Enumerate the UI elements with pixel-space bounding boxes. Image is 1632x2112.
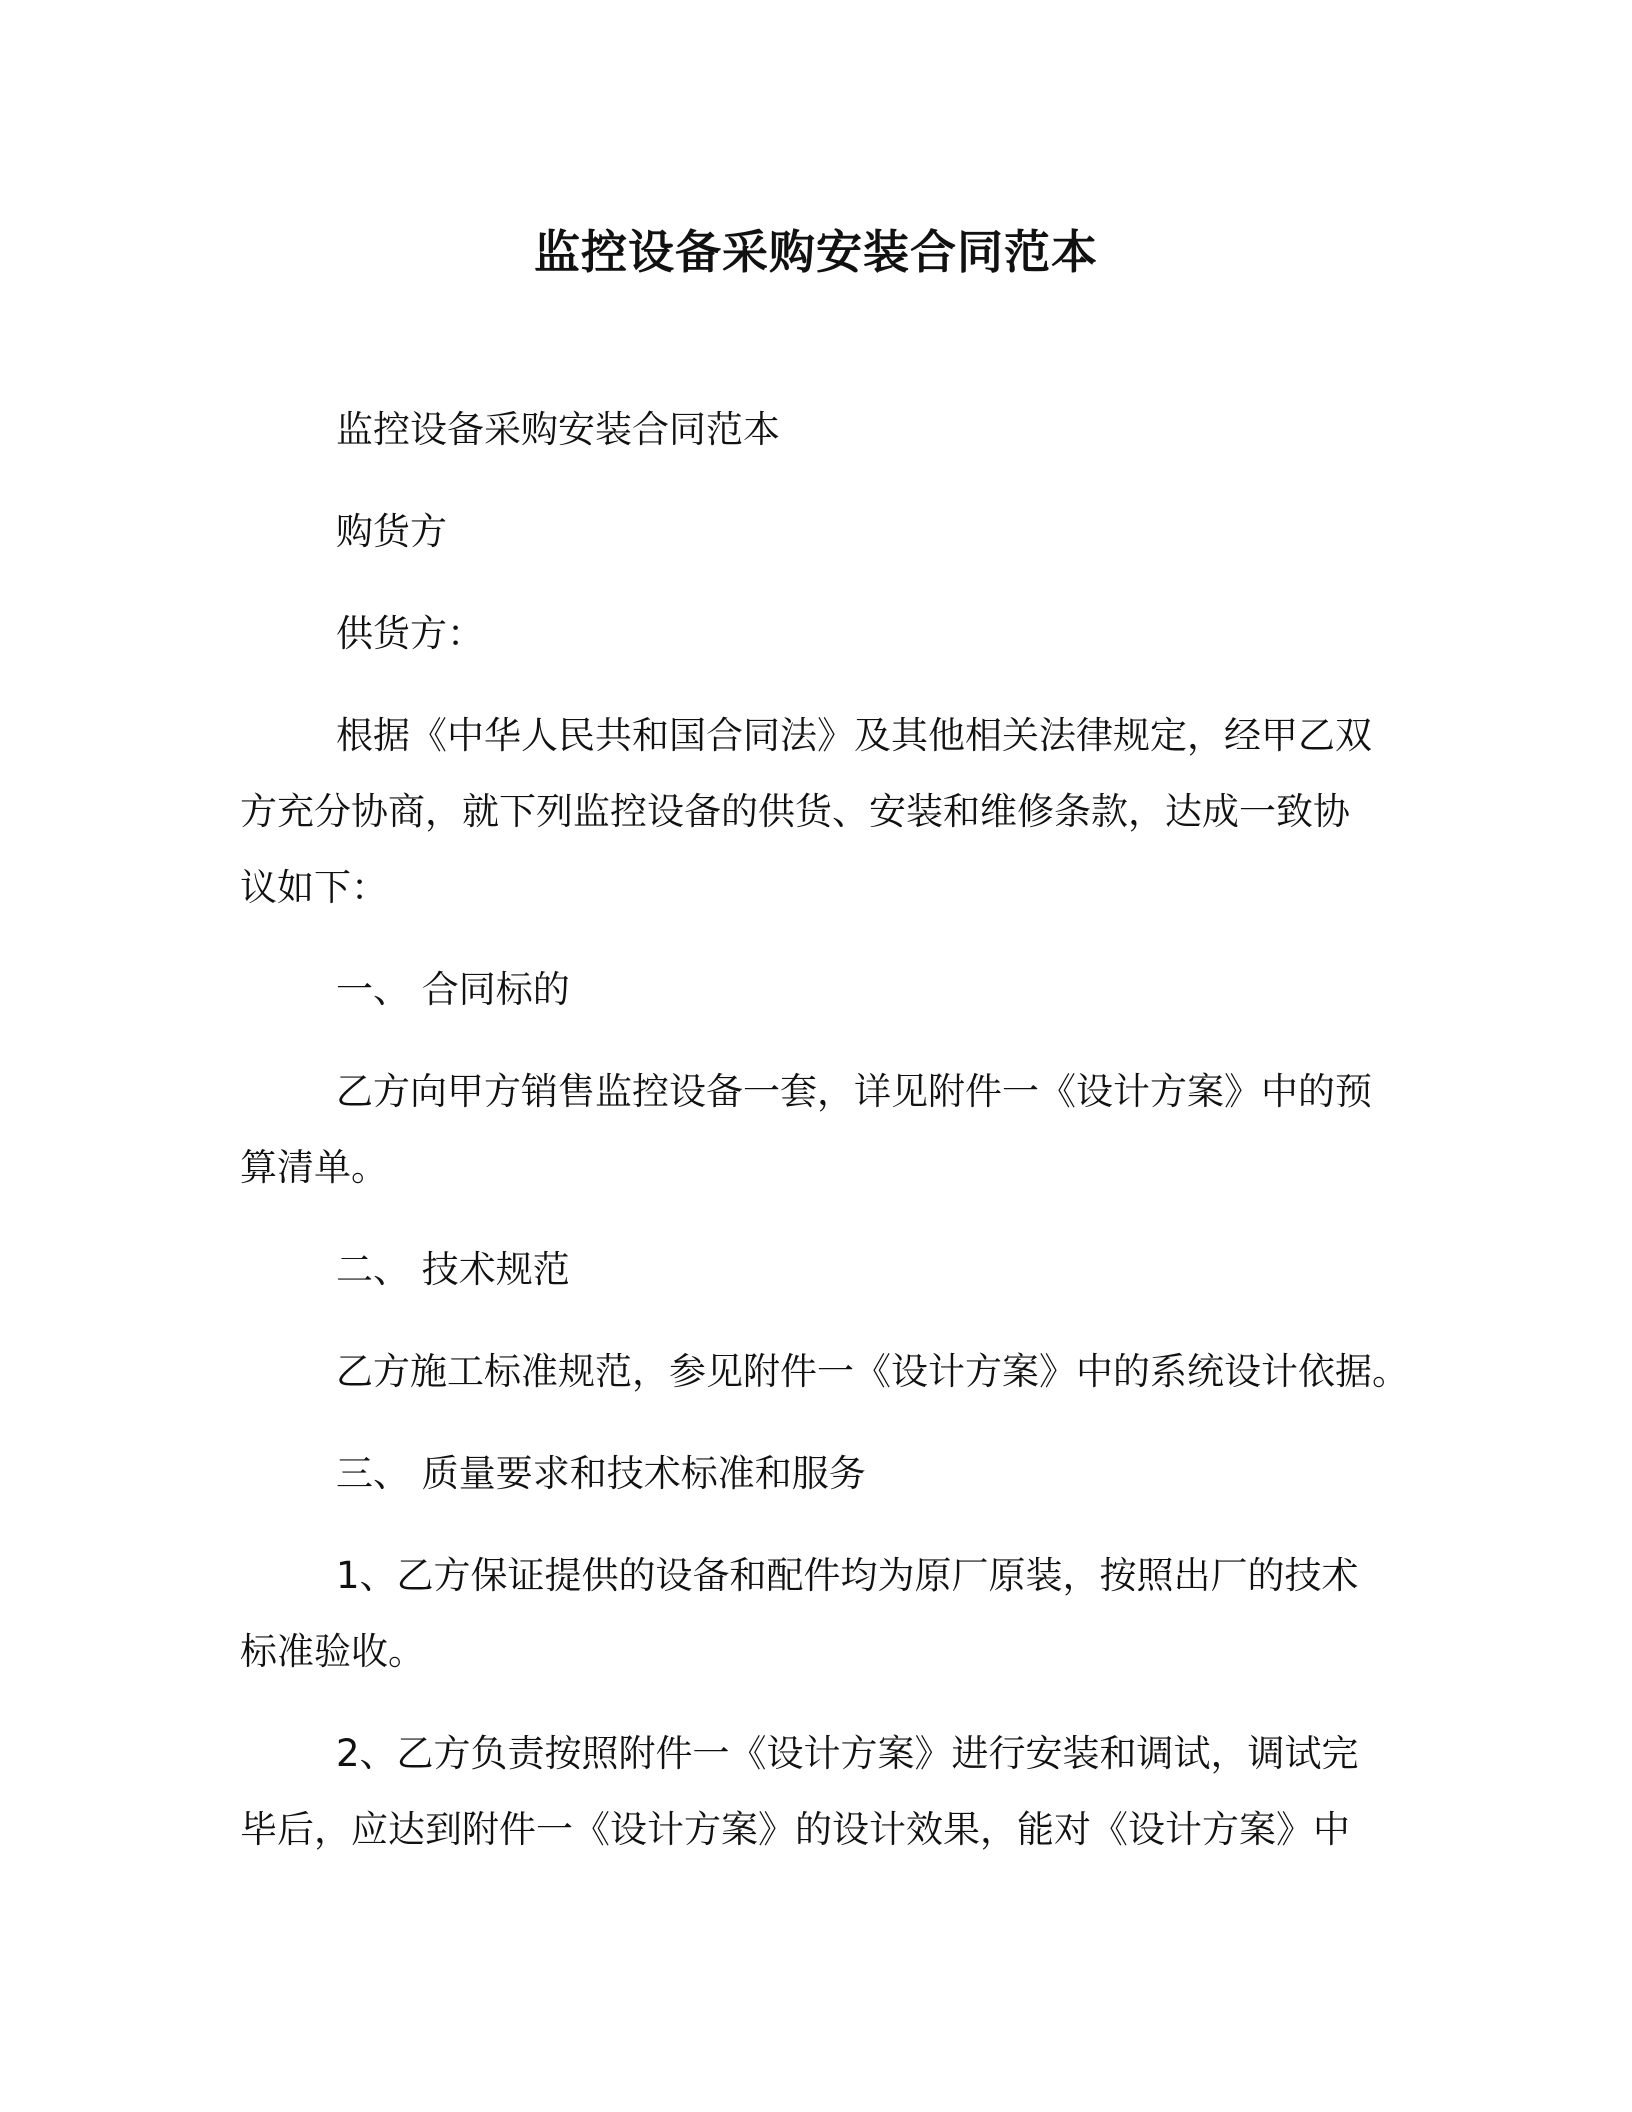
paragraph-section-2: 乙方施工标准规范，参见附件一《设计方案》中的系统设计依据。 — [336, 1350, 1409, 1393]
paragraph-preamble: 根据《中华人民共和国合同法》及其他相关法律规定，经甲乙双方充分协商，就下列监控设备的供货、安装和维修条款，达成一致协议如下： — [240, 714, 1372, 909]
paragraph-section-1: 乙方向甲方销售监控设备一套，详见附件一《设计方案》中的预算清单。 — [240, 1070, 1372, 1189]
section-heading-3: 三、 质量要求和技术标准和服务 — [336, 1452, 866, 1495]
section-heading-2: 二、 技术规范 — [336, 1248, 570, 1291]
paragraph-clause-2: 2、乙方负责按照附件一《设计方案》进行安装和调试，调试完毕后，应达到附件一《设计方案》的设计效果，能对《设计方案》中 — [240, 1732, 1359, 1851]
paragraph-clause-1: 1、乙方保证提供的设备和配件均为原厂原装，按照出厂的技术标准验收。 — [240, 1554, 1359, 1673]
paragraph-subtitle: 监控设备采购安装合同范本 — [336, 408, 780, 451]
document-title: 监控设备采购安装合同范本 — [534, 225, 1098, 279]
paragraph-buyer: 购货方 — [336, 510, 447, 553]
section-heading-1: 一、 合同标的 — [336, 968, 570, 1011]
paragraph-supplier: 供货方： — [336, 612, 484, 655]
